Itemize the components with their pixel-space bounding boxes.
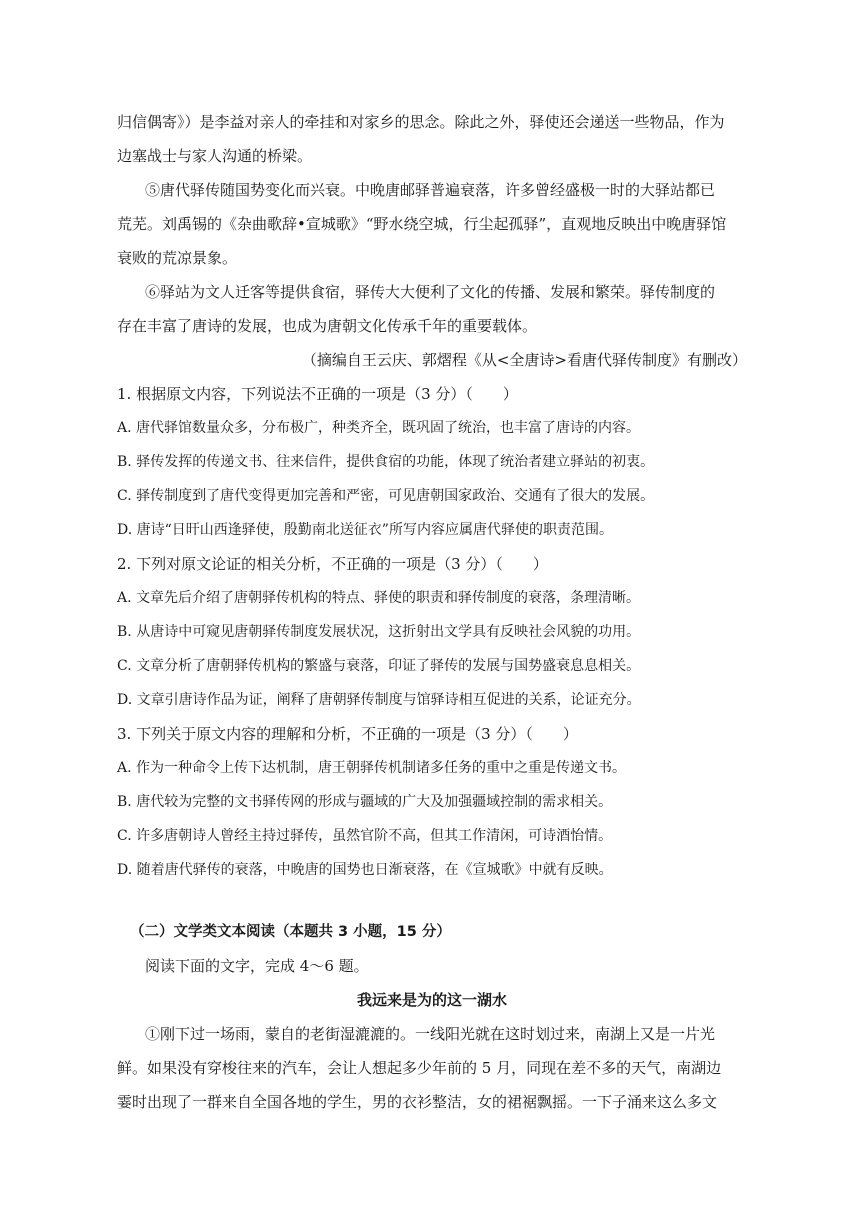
section-heading: （二）文学类文本阅读（本题共 3 小题，15 分） bbox=[130, 924, 451, 940]
question-1-option-b: B. 驿传发挥的传递文书、往来信件，提供食宿的功能，体现了统治者建立驿站的初衷。 bbox=[117, 454, 655, 470]
article-paragraph-line: ①刚下过一场雨，蒙自的老街湿漉漉的。一线阳光就在这时划过来，南湖上又是一片光 bbox=[145, 1025, 716, 1043]
question-2-option-d: D. 文章引唐诗作品为证，阐释了唐朝驿传制度与馆驿诗相互促进的关系，论证充分。 bbox=[117, 692, 641, 708]
question-3-stem: 3. 下列关于原文内容的理解和分析，不正确的一项是（3 分）（ ） bbox=[117, 725, 578, 743]
paragraph-6-line: 存在丰富了唐诗的发展，也成为唐朝文化传承千年的重要载体。 bbox=[117, 317, 538, 335]
question-2-option-b: B. 从唐诗中可窥见唐朝驿传制度发展状况，这折射出文学具有反映社会风貌的功用。 bbox=[117, 624, 641, 640]
question-1-option-a: A. 唐代驿馆数量众多，分布极广，种类齐全，既巩固了统治，也丰富了唐诗的内容。 bbox=[117, 420, 641, 436]
question-3-option-d: D. 随着唐代驿传的衰落，中晚唐的国势也日渐衰落，在《宣城歌》中就有反映。 bbox=[117, 862, 613, 878]
text-line: 边塞战士与家人沟通的桥梁。 bbox=[117, 147, 313, 165]
question-3-option-a: A. 作为一种命令上传下达机制，唐王朝驿传机制诸多任务的重中之重是传递文书。 bbox=[117, 760, 627, 776]
article-paragraph-line: 霎时出现了一群来自全国各地的学生，男的衣衫整洁，女的裙裾飘摇。一下子涌来这么多文 bbox=[117, 1093, 718, 1111]
question-1-option-d: D. 唐诗“日旰山西逢驿使，殷勤南北送征衣”所写内容应属唐代驿使的职责范围。 bbox=[117, 522, 613, 538]
paragraph-5-line: ⑤唐代驿传随国势变化而兴衰。中晚唐邮驿普遍衰落，许多曾经盛极一时的大驿站都已 bbox=[145, 181, 716, 199]
question-2-option-c: C. 文章分析了唐朝驿传机构的繁盛与衰落，印证了驿传的发展与国势盛衰息息相关。 bbox=[117, 658, 641, 674]
question-2-stem: 2. 下列对原文论证的相关分析，不正确的一项是（3 分）（ ） bbox=[117, 555, 548, 573]
article-paragraph-line: 鲜。如果没有穿梭往来的汽车，会让人想起多少年前的 5 月，同现在差不多的天气，南湖边 bbox=[117, 1059, 722, 1077]
question-3-option-c: C. 许多唐朝诗人曾经主持过驿传，虽然官阶不高，但其工作清闲，可诗酒怡情。 bbox=[117, 828, 613, 844]
paragraph-5-line: 荒芜。刘禹锡的《杂曲歌辞•宣城歌》“野水绕空城，行尘起孤驿”，直观地反映出中晚唐驿馆 bbox=[117, 215, 727, 233]
question-1-stem: 1. 根据原文内容，下列说法不正确的一项是（3 分）（ ） bbox=[117, 385, 518, 403]
question-2-option-a: A. 文章先后介绍了唐朝驿传机构的特点、驿使的职责和驿传制度的衰落，条理清晰。 bbox=[117, 590, 641, 606]
question-3-option-b: B. 唐代较为完整的文书驿传网的形成与疆域的广大及加强疆域控制的需求相关。 bbox=[117, 794, 613, 810]
text-line: 归信偶寄》）是李益对亲人的牵挂和对家乡的思念。除此之外，驿使还会递送一些物品，作为 bbox=[117, 113, 725, 131]
question-1-option-c: C. 驿传制度到了唐代变得更加完善和严密，可见唐朝国家政治、交通有了很大的发展。 bbox=[117, 488, 655, 504]
instruction-text: 阅读下面的文字，完成 4～6 题。 bbox=[145, 957, 369, 975]
paragraph-6-line: ⑥驿站为文人迁客等提供食宿，驿传大大便利了文化的传播、发展和繁荣。驿传制度的 bbox=[145, 283, 716, 301]
source-citation: （摘编自王云庆、郭熠程《从<全唐诗>看唐代驿传制度》有删改） bbox=[301, 351, 747, 369]
paragraph-5-line: 衰败的荒凉景象。 bbox=[117, 249, 238, 267]
article-title: 我远来是为的这一湖水 bbox=[356, 991, 507, 1009]
